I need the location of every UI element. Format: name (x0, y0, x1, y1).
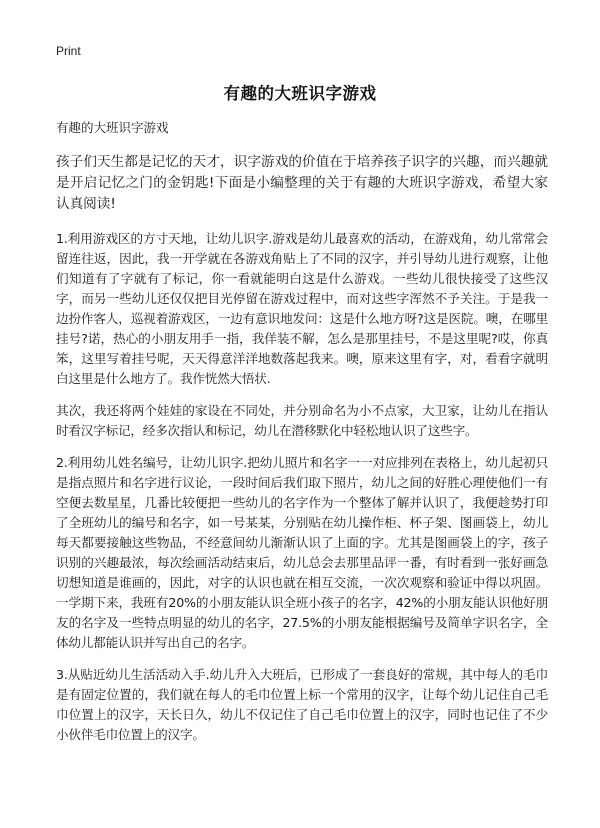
paragraph-game-area: 1.利用游戏区的方寸天地，让幼儿识字.游戏是幼儿最喜欢的活动，在游戏角，幼儿常常会留连往返，因此，我一开学就在各游戏角贴上了不同的汉字，并引导幼儿进行观察，让他们知道有了字就有了标记，你一看就能明白这是什么游戏。一些幼儿很快接受了这些汉字，而另一些幼儿还仅仅把目光停留在游戏过程中，而对这些字浑然不予关注。于是我一边扮作客人，巡视着游戏区，一边有意识地发问：这是什么地方呀?这是医院。噢，在哪里挂号?诺，热心的小朋友用手一指，我佯装不解，怎么是那里挂号，不是这里呢?哎，你真笨，这里写着挂号呢，天天得意洋洋地数落起我来。噢，原来这里有字，对，看看字就明白这里是什么地方了。我作恍然大悟状. (56, 231, 548, 386)
paragraph-name-numbering: 2.利用幼儿姓名编号，让幼儿识字.把幼儿照片和名字一一对应排列在表格上，幼儿起初只是指点照片和名字进行议论，一段时间后我们取下照片，幼儿之间的好胜心理使他们一有空便去数星星，几番比较便把一些幼儿的名字作为一个整体了解并认识了，我便趁势打印了全班幼儿的编号和名字，如一号某某，分别贴在幼儿操作柜、杯子架、图画袋上，幼儿每天都要接触这些物品，不经意间幼儿渐渐认识了上面的字。尤其是图画袋上的字，孩子识别的兴趣最浓，每次绘画活动结束后，幼儿总会去那里品评一番，有时看到一张好画急切想知道是谁画的，因此，对字的认识也就在相互交流，一次次观察和验证中得以巩固。一学期下来，我班有20%的小朋友能认识全班小孩子的名字，42%的小朋友能认识他好朋友的名字及一些特点明显的幼儿的名字，27.5%的小朋友能根据编号及简单字识名字，全体幼儿都能认识并写出自己的名字。 (56, 455, 548, 650)
print-link[interactable]: Print (56, 44, 81, 58)
paragraph-doll-house: 其次，我还将两个娃娃的家设在不同处，并分别命名为小不点家，大卫家，让幼儿在指认时看汉字标记，经多次指认和标记，幼儿在潜移默化中轻松地认识了这些字。 (56, 403, 548, 438)
paragraph-daily-life: 3.从贴近幼儿生活活动入手.幼儿升入大班后，已形成了一套良好的常规，其中每人的毛巾是有固定位置的，我们就在每人的毛巾位置上标一个常用的汉字，让每个幼儿记住自己毛巾位置上的汉字，天长日久，幼儿不仅记住了自己毛巾位置上的汉字，同时也记住了不少小伙伴毛巾位置上的汉字。 (56, 667, 548, 742)
document-body (56, 118, 548, 757)
paragraph-intro: 孩子们天生都是记忆的天才，识字游戏的价值在于培养孩子识字的兴趣，而兴趣就是开启记忆之门的金钥匙!下面是小编整理的关于有趣的大班识字游戏，希望大家认真阅读! (56, 154, 548, 212)
document-subtitle: 有趣的大班识字游戏 (56, 120, 169, 135)
document-title: 有趣的大班识字游戏 (223, 84, 377, 103)
